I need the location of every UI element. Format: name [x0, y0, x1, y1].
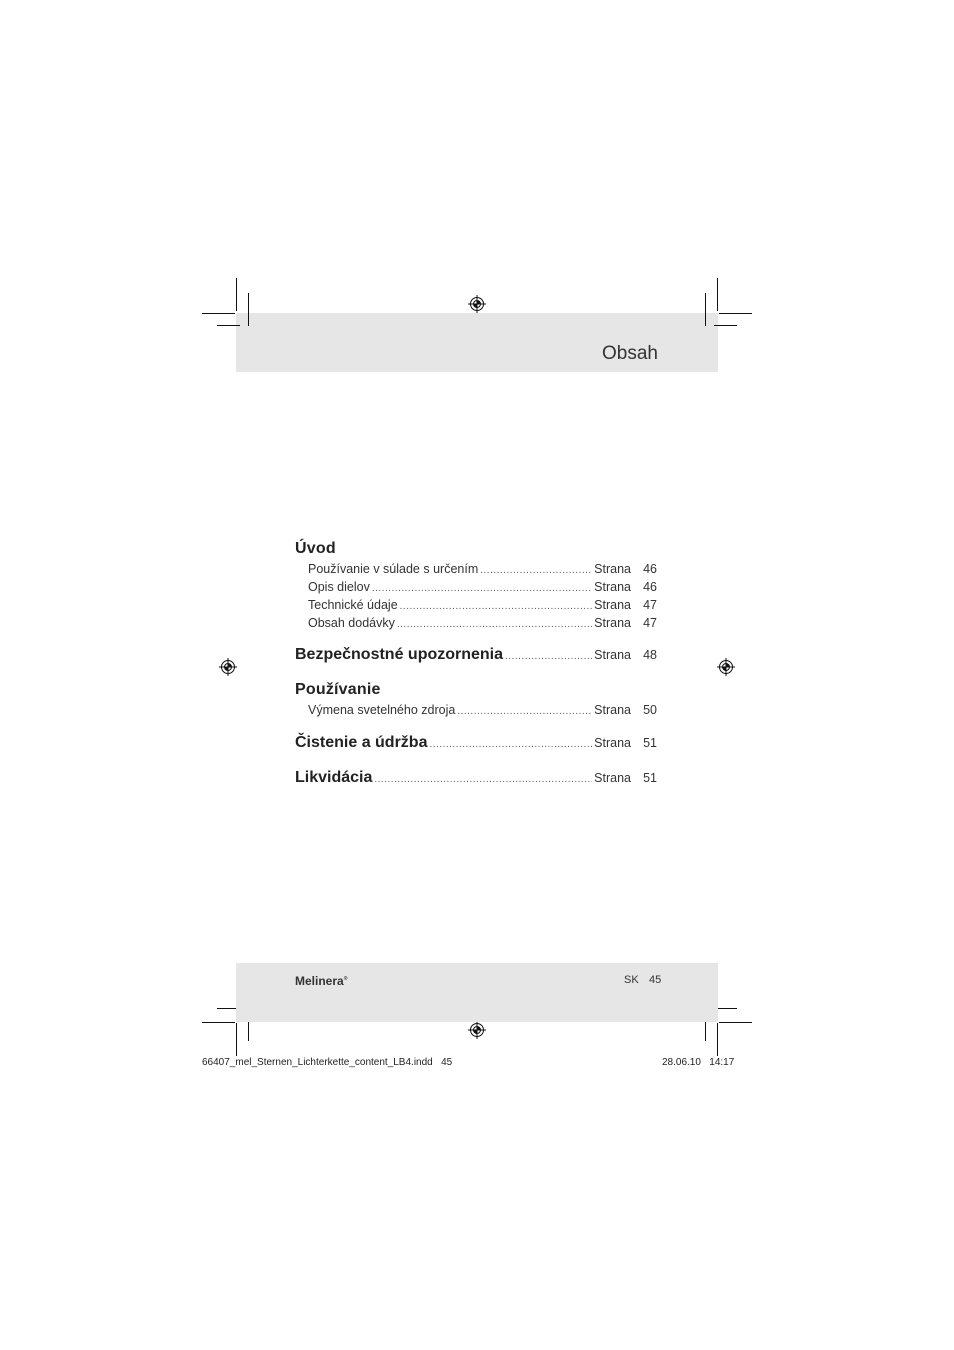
toc-entry-strana: Strana: [594, 771, 631, 785]
registration-mark-icon: [717, 658, 735, 676]
brand-logo: [295, 974, 347, 988]
registration-mark-icon: [468, 295, 486, 313]
toc-entry[interactable]: [295, 562, 657, 580]
toc-entry-page: 46: [643, 580, 657, 594]
toc-section-title: Používanie: [295, 681, 381, 698]
toc-entry-page: 48: [643, 648, 657, 662]
registration-mark-icon: [468, 1021, 486, 1039]
crop-mark: [717, 278, 718, 311]
crop-mark: [217, 325, 240, 326]
crop-mark: [719, 313, 752, 314]
toc-section-title: Úvod: [295, 540, 336, 557]
toc-section-pouzivanie: [295, 681, 657, 721]
toc-entry-strana: Strana: [594, 598, 631, 612]
brand-name: Melinera: [295, 974, 344, 988]
header-band: [236, 313, 718, 372]
crop-mark: [717, 1023, 718, 1056]
page-title: Obsah: [602, 343, 658, 364]
brand-registered-mark: ®: [343, 976, 348, 982]
toc-entry[interactable]: [295, 769, 657, 791]
footer-band: [236, 963, 718, 1022]
crop-mark: [719, 1022, 752, 1023]
toc-entry[interactable]: [295, 703, 657, 721]
toc-entry-strana: Strana: [594, 736, 631, 750]
toc-entry[interactable]: [295, 734, 657, 756]
toc-section-title: Likvidácia: [295, 769, 373, 786]
print-slug-date: 28.06.10 14:17: [662, 1057, 735, 1068]
toc-section-title: Čistenie a údržba: [295, 734, 428, 751]
crop-mark: [714, 325, 737, 326]
crop-mark: [236, 278, 237, 311]
toc-entry-label: Technické údaje: [308, 598, 398, 612]
toc-entry[interactable]: [295, 580, 657, 598]
crop-mark: [248, 293, 249, 326]
toc-entry-page: 51: [643, 736, 657, 750]
toc-entry-strana: Strana: [594, 616, 631, 630]
leader-dots: [429, 739, 592, 750]
toc-entry-label: Obsah dodávky: [308, 616, 395, 630]
print-slug-file: 66407_mel_Sternen_Lichterkette_content_LB4.indd 45: [202, 1057, 453, 1068]
leader-dots: [374, 774, 592, 785]
toc-entry-strana: Strana: [594, 562, 631, 576]
leader-dots: [480, 565, 592, 576]
registration-mark-icon: [219, 658, 237, 676]
crop-mark: [236, 1023, 237, 1056]
toc-entry-strana: Strana: [594, 703, 631, 717]
toc-entry[interactable]: [295, 616, 657, 634]
crop-mark: [202, 1022, 235, 1023]
toc-entry-page: 46: [643, 562, 657, 576]
toc-entry-label: Výmena svetelného zdroja: [308, 703, 456, 717]
crop-mark: [202, 313, 235, 314]
leader-dots: [505, 651, 592, 662]
toc-entry-strana: Strana: [594, 648, 631, 662]
table-of-contents: [295, 540, 657, 634]
toc-entry-page: 47: [643, 616, 657, 630]
toc-entry-label: Používanie v súlade s určením: [308, 562, 479, 576]
toc-section-title: Bezpečnostné upozornenia: [295, 646, 504, 663]
leader-dots: [397, 619, 592, 630]
toc-main-entry-cistenie[interactable]: [295, 734, 657, 756]
leader-dots: [400, 601, 593, 612]
toc-entry[interactable]: [295, 598, 657, 616]
toc-entry-label: Opis dielov: [308, 580, 370, 594]
crop-mark: [705, 293, 706, 326]
leader-dots: [457, 706, 592, 717]
leader-dots: [372, 583, 592, 594]
toc-entry-page: 50: [643, 703, 657, 717]
toc-entry[interactable]: [295, 646, 657, 668]
toc-entry-page: 47: [643, 598, 657, 612]
toc-main-entry-likvidacia[interactable]: [295, 769, 657, 791]
toc-entry-strana: Strana: [594, 580, 631, 594]
page-number: 45: [649, 974, 662, 986]
toc-entry-page: 51: [643, 771, 657, 785]
language-code: SK: [624, 974, 639, 986]
toc-main-entry-bezpecnostne[interactable]: [295, 646, 657, 668]
